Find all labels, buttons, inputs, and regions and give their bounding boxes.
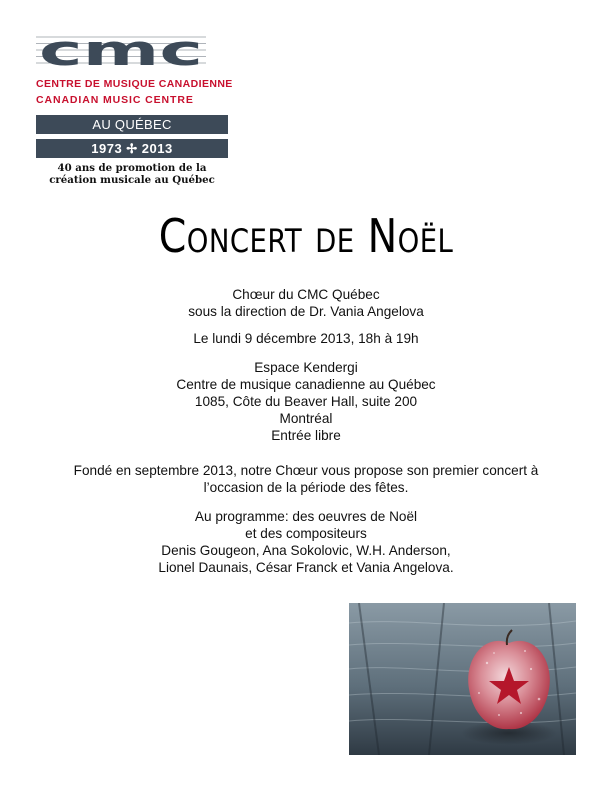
cmc-wordmark-logo [36,34,206,68]
venue-info [0,359,612,444]
tagline-line-2: création musicale au Québec [49,174,215,186]
org-name-english: CANADIAN MUSIC CENTRE [36,94,194,106]
anniversary-banner: 1973 ✢ 2013 [36,139,228,158]
program-info [0,508,612,576]
choir-director: sous la direction de Dr. Vania Angelova [188,304,424,319]
org-name-french: CENTRE DE MUSIQUE CANADIENNE [36,78,233,90]
venue-institution: Centre de musique canadienne au Québec [176,377,436,392]
admission-note: Entrée libre [271,428,341,443]
frosted-apple-image [349,603,576,755]
intro-line-2: l’occasion de la période des fêtes. [203,480,409,495]
program-composers-2: Lionel Daunais, César Franck et Vania Angelova. [158,560,454,575]
event-date [0,330,612,347]
program-line-1: Au programme: des oeuvres de Noël [194,509,418,524]
region-banner: AU QUÉBEC [36,115,228,134]
choir-info [0,286,612,320]
cmc-logo [36,34,233,186]
venue-city: Montréal [279,411,333,426]
apple-photo [349,603,576,755]
venue-name: Espace Kendergi [254,360,358,375]
page-title: Concert de Noël [158,209,454,263]
venue-address: 1085, Côte du Beaver Hall, suite 200 [194,394,418,409]
intro-paragraph [0,462,612,496]
program-line-2: et des compositeurs [245,526,367,541]
program-composers-1: Denis Gougeon, Ana Sokolovic, W.H. Anderson, [161,543,451,558]
choir-name: Chœur du CMC Québec [232,287,380,302]
event-date-text: Le lundi 9 décembre 2013, 18h à 19h [193,331,419,346]
logo-wordmark-text: cmc [39,34,203,68]
intro-line-1: Fondé en septembre 2013, notre Chœur vous propose son premier concert à [73,463,539,478]
tagline-line-1: 40 ans de promotion de la [57,162,207,174]
